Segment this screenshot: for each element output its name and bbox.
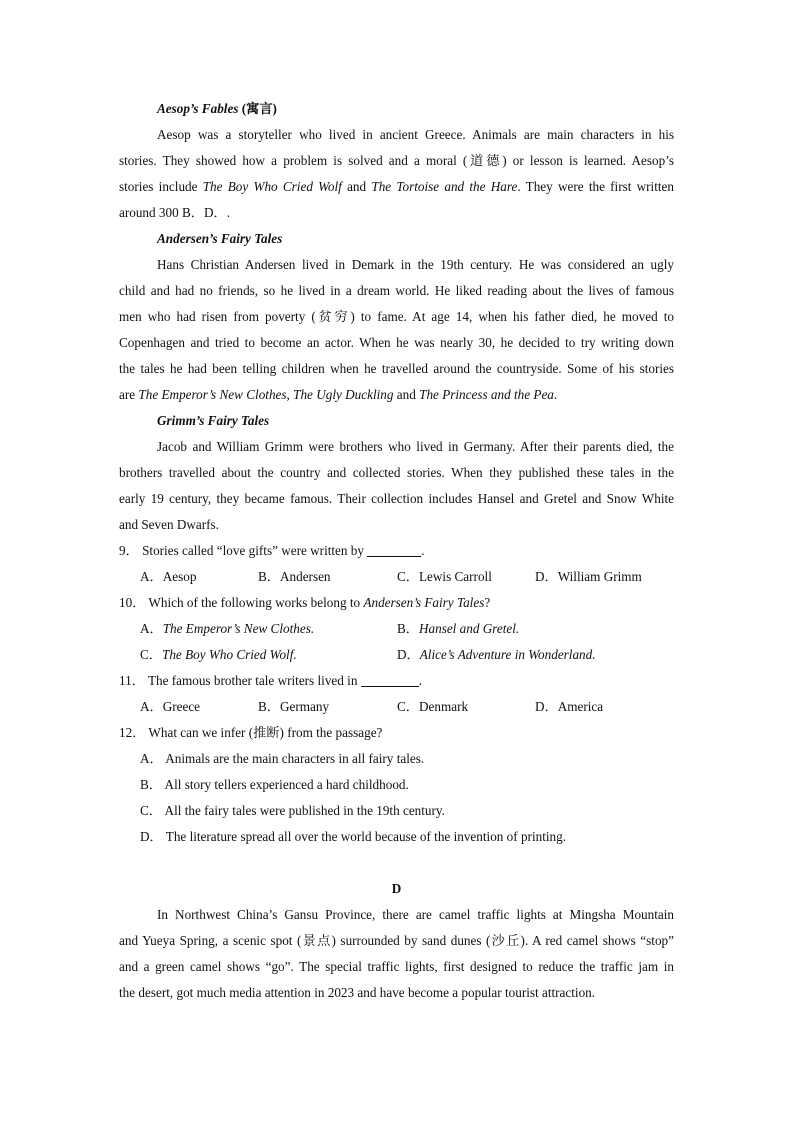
question-12-stem: 12． What can we infer (推断) from the passage? [119,725,383,740]
grimm-heading: Grimm’s Fairy Tales [157,413,270,428]
aesop-heading: Aesop’s Fables (寓言) [157,101,277,116]
question-11-options [119,694,674,720]
option-b[interactable]: B．Andersen [258,569,331,584]
option-b[interactable]: B．Germany [258,699,330,714]
option-d[interactable]: D． The literature spread all over the world because of the invention of printing. [140,829,567,844]
question-11-stem: 11． The famous brother tale writers lived in . [119,673,423,688]
andersen-line-6: are The Emperor’s New Clothes, The Ugly Duckling and The Princess and the Pea. [119,387,558,402]
andersen-line-3: men who had risen from poverty (贫穷) to fame. At age 14, when his father died, he moved to [119,309,674,324]
option-d[interactable]: D．America [535,699,604,714]
grimm-line-2: brothers travelled about the country and collected stories. When they published these tales in the [119,465,674,480]
option-c[interactable]: C．Lewis Carroll [397,569,492,584]
option-c[interactable]: C．The Boy Who Cried Wolf. [140,647,297,662]
aesop-line-2: stories. They showed how a problem is solved and a moral (道德) or lesson is learned. Aesop’s [119,153,674,168]
section-d-line-3: and a green camel shows “go”. The special traffic lights, first designed to reduce the traffic jam in [119,959,674,974]
andersen-line-1: Hans Christian Andersen lived in Demark in the 19th century. He was considered an ugly [157,257,674,272]
option-a[interactable]: A．Aesop [140,569,197,584]
andersen-heading: Andersen’s Fairy Tales [157,231,283,246]
aesop-line-3: stories include The Boy Who Cried Wolf and The Tortoise and the Hare. They were the first written [119,179,674,194]
question-10-options-row-2 [119,642,674,668]
question-10-stem: 10． Which of the following works belong to Andersen’s Fairy Tales? [119,595,491,610]
document-page [119,96,674,1006]
option-a[interactable]: A．The Emperor’s New Clothes. [140,621,315,636]
grimm-line-1: Jacob and William Grimm were brothers who lived in Germany. After their parents died, the [157,439,674,454]
option-b[interactable]: B．Hansel and Gretel. [397,621,520,636]
andersen-line-4: Copenhagen and tried to become an actor. When he was nearly 30, he decided to try writing down [119,335,674,350]
option-c[interactable]: C．Denmark [397,699,469,714]
grimm-line-3: early 19 century, they became famous. Their collection includes Hansel and Gretel and Snow White [119,491,674,506]
section-d-line-4: the desert, got much media attention in 2023 and have become a popular tourist attraction. [119,985,596,1000]
question-10-options-row-1 [119,616,674,642]
option-a[interactable]: A．Greece [140,699,201,714]
option-d[interactable]: D．William Grimm [535,569,642,584]
aesop-line-4: around 300 B．D．. [119,205,230,220]
question-9-stem: 9． Stories called “love gifts” were written by . [119,543,425,558]
grimm-line-4: and Seven Dwarfs. [119,517,219,532]
andersen-line-5: the tales he had been telling children when he travelled around the countryside. Some of his stories [119,361,674,376]
section-d-line-1: In Northwest China’s Gansu Province, there are camel traffic lights at Mingsha Mountain [157,907,674,922]
answer-blank[interactable] [361,672,419,687]
option-a[interactable]: A． Animals are the main characters in all fairy tales. [140,751,425,766]
question-9-options [119,564,674,590]
section-d-label: D [391,881,402,896]
answer-blank[interactable] [367,542,421,557]
option-b[interactable]: B． All story tellers experienced a hard childhood. [140,777,409,792]
andersen-line-2: child and had no friends, so he lived in a dream world. He liked reading about the lives of famous [119,283,674,298]
aesop-line-1: Aesop was a storyteller who lived in ancient Greece. Animals are main characters in his [157,127,674,142]
option-d[interactable]: D．Alice’s Adventure in Wonderland. [397,647,596,662]
option-c[interactable]: C． All the fairy tales were published in the 19th century. [140,803,445,818]
section-d-line-2: and Yueya Spring, a scenic spot (景点) surrounded by sand dunes (沙丘). A red camel shows “stop” [119,933,674,948]
